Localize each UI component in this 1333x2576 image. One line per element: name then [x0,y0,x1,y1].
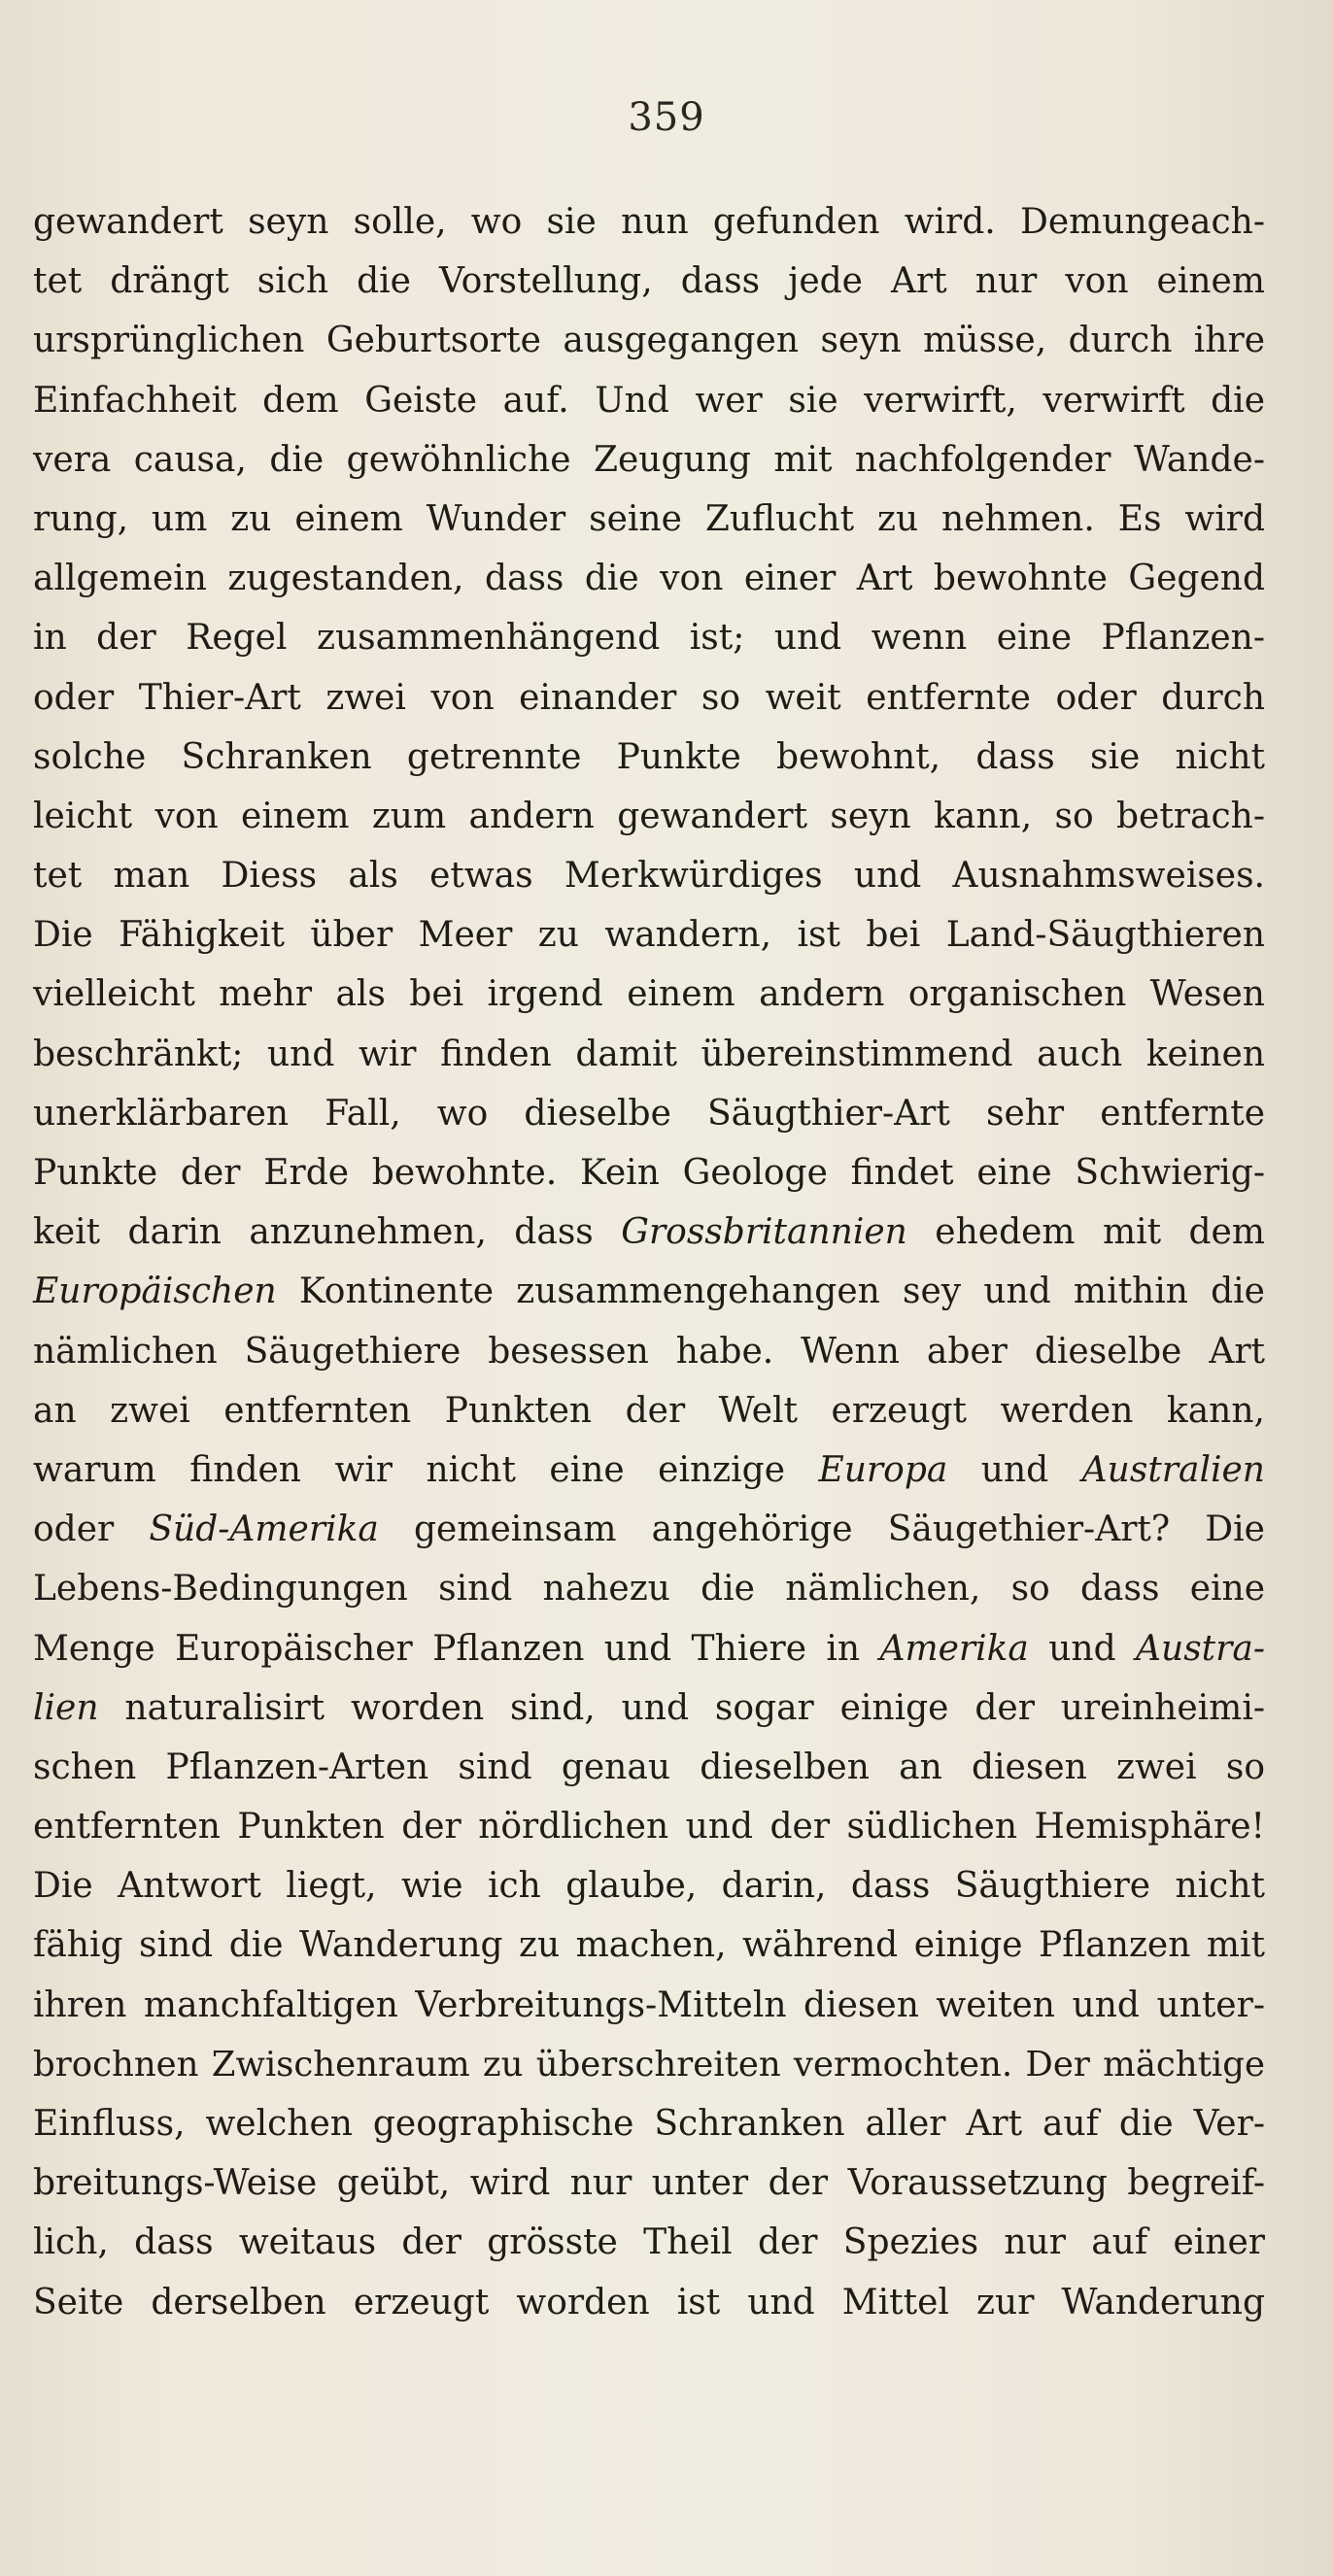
text-line: lien naturalisirt worden sind, und sogar einige der ureinheimi- [33,1687,1265,1728]
text-line: lich, dass weitaus der grösste Theil der Spezies nur auf einer [33,2222,1265,2263]
text-line: Die Antwort liegt, wie ich glaube, darin, dass Säugthiere nicht [33,1866,1265,1907]
text-line: keit darin anzunehmen, dass Grossbritannien ehedem mit dem [33,1212,1265,1253]
text-line: leicht von einem zum andern gewandert seyn kann, so betrach- [33,796,1265,836]
text-line: in der Regel zusammenhängend ist; und wenn eine Pflanzen- [33,618,1265,659]
text-line: ursprünglichen Geburtsorte ausgegangen seyn müsse, durch ihre [33,321,1265,361]
text-line: Lebens-Bedingungen sind nahezu die nämlichen, so dass eine [33,1569,1265,1610]
text-line: Einfluss, welchen geographische Schranken aller Art auf die Ver- [33,2104,1265,2144]
text-line: vielleicht mehr als bei irgend einem andern organischen Wesen [33,974,1265,1015]
text-line: warum finden wir nicht eine einzige Europa und Australien [33,1449,1265,1490]
text-line: tet drängt sich die Vorstellung, dass jede Art nur von einem [33,261,1265,302]
text-line: gewandert seyn solle, wo sie nun gefunden wird. Demungeach- [33,202,1265,242]
page-number: 359 [628,95,705,140]
text-line: breitungs-Weise geübt, wird nur unter der Voraussetzung begreif- [33,2163,1265,2204]
text-line: schen Pflanzen-Arten sind genau dieselben an diesen zwei so [33,1746,1265,1787]
text-line: tet man Diess als etwas Merkwürdiges und Ausnahmsweises. [33,856,1265,897]
text-line: nämlichen Säugethiere besessen habe. Wenn aber dieselbe Art [33,1331,1265,1372]
text-line: unerklärbaren Fall, wo dieselbe Säugthier-Art sehr entfernte [33,1093,1265,1134]
text-line: brochnen Zwischenraum zu überschreiten vermochten. Der mächtige [33,2044,1265,2085]
text-line: Die Fähigkeit über Meer zu wandern, ist bei Land-Säugthieren [33,915,1265,956]
text-line: oder Süd-Amerika gemeinsam angehörige Säugethier-Art? Die [33,1509,1265,1550]
text-line: ihren manchfaltigen Verbreitungs-Mitteln diesen weiten und unter- [33,1984,1265,2025]
body-text [33,192,1265,2332]
text-line: beschränkt; und wir finden damit übereinstimmend auch keinen [33,1034,1265,1074]
text-line: rung, um zu einem Wunder seine Zuflucht zu nehmen. Es wird [33,498,1265,539]
text-line: fähig sind die Wanderung zu machen, während einige Pflanzen mit [33,1925,1265,1966]
text-line: Menge Europäischer Pflanzen und Thiere in Amerika und Austra- [33,1628,1265,1669]
text-line: solche Schranken getrennte Punkte bewohnt, dass sie nicht [33,736,1265,777]
text-line: oder Thier-Art zwei von einander so weit entfernte oder durch [33,677,1265,718]
text-line: entfernten Punkten der nördlichen und der südlichen Hemisphäre! [33,1807,1265,1847]
text-line: Europäischen Kontinente zusammengehangen sey und mithin die [33,1271,1265,1312]
text-line: vera causa, die gewöhnliche Zeugung mit nachfolgender Wande- [33,439,1265,480]
text-line: Punkte der Erde bewohnte. Kein Geologe findet eine Schwierig- [33,1153,1265,1193]
text-line: allgemein zugestanden, dass die von einer Art bewohnte Gegend [33,559,1265,599]
text-line: an zwei entfernten Punkten der Welt erzeugt werden kann, [33,1390,1265,1431]
text-line: Seite derselben erzeugt worden ist und Mittel zur Wanderung [33,2282,1265,2322]
text-line: Einfachheit dem Geiste auf. Und wer sie verwirft, verwirft die [33,380,1265,421]
